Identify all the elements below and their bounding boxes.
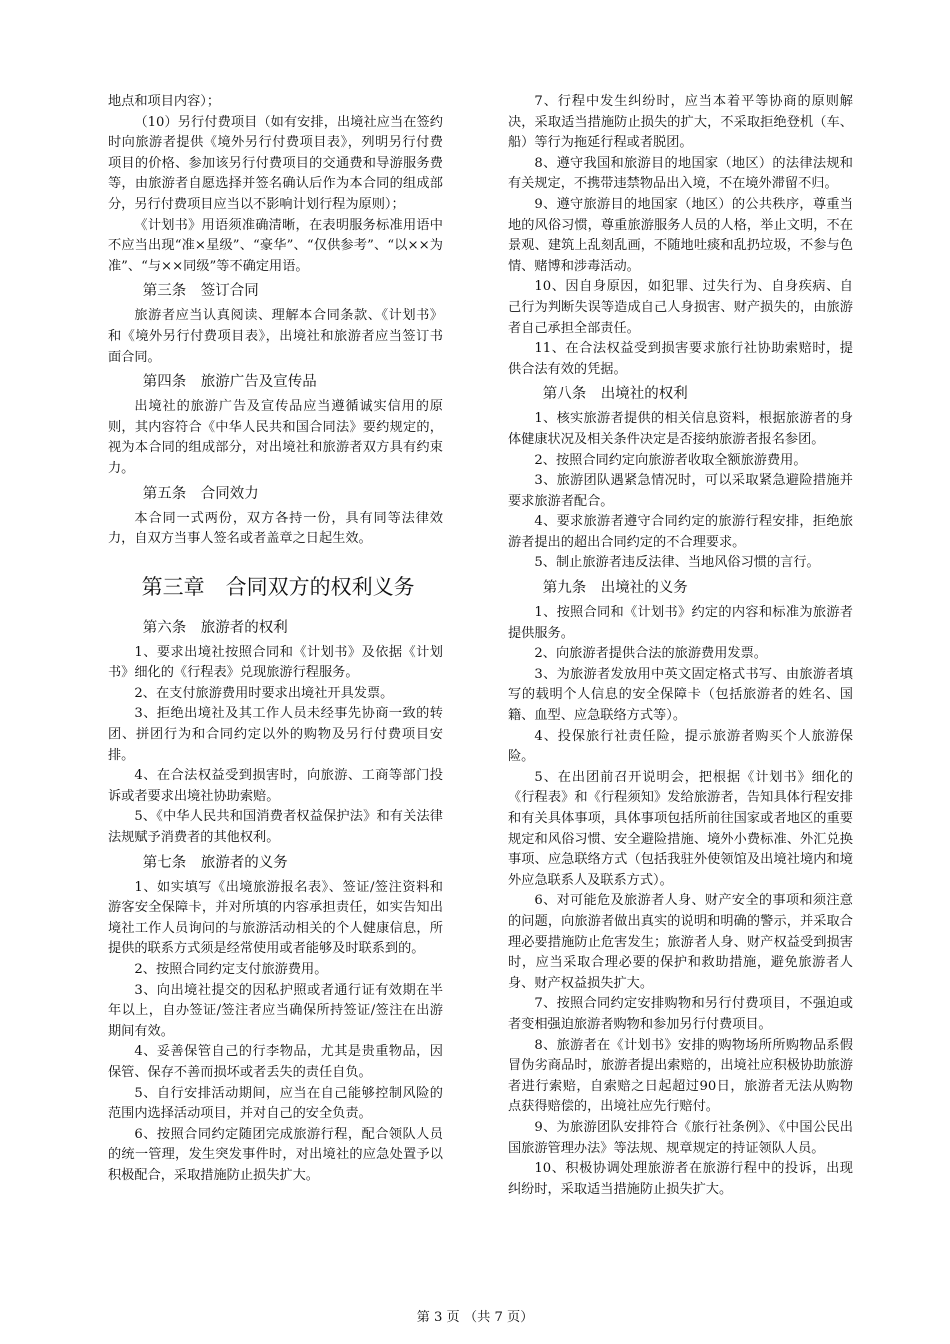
paragraph: 3、向出境社提交的因私护照或者通行证有效期在半年以上，自办签证/签注者应当确保所持签证/签注在出游期间有效。 <box>108 982 443 1039</box>
paragraph: 11、在合法权益受到损害要求旅行社协助索赔时，提供合法有效的凭据。 <box>508 341 853 377</box>
paragraph: 4、妥善保管自己的行李物品，尤其是贵重物品，因保管、保存不善而损坏或者丢失的责任自负。 <box>108 1044 443 1080</box>
article-heading: 第八条 出境社的权利 <box>542 386 688 403</box>
paragraph: 10、积极协调处理旅游者在旅游行程中的投诉，出现纠纷时，采取适当措施防止损失扩大。 <box>508 1161 853 1197</box>
paragraph: 2、按照合同约定支付旅游费用。 <box>134 962 328 977</box>
paragraph: 地点和项目内容）； <box>108 94 221 109</box>
paragraph: 8、旅游者在《计划书》安排的购物场所所购物品系假冒伪劣商品时，旅游者提出索赔的，出境社应积极协助旅游者进行索赔，自索赔之日起超过90日，旅游者无法从购物点获得赔偿的，出境社应先行赔付。 <box>508 1037 853 1115</box>
paragraph: 6、对可能危及旅游者人身、财产安全的事项和须注意的问题，向旅游者做出真实的说明和明确的警示，并采取合理必要措施防止危害发生；旅游者人身、财产权益受到损害时，应当采取合理必要的保护和救助措施，避免旅游者人身、财产权益损失扩大。 <box>508 893 853 991</box>
page-footer: 第 3 页 （共 7 页） <box>416 1310 534 1325</box>
paragraph: 本合同一式两份，双方各持一份，具有同等法律效力，自双方当事人签名或者盖章之日起生效。 <box>108 510 443 547</box>
chapter-heading: 第三章 合同双方的权利义务 <box>141 574 415 599</box>
paragraph: 1、要求出境社按照合同和《计划书》及依据《计划书》细化的《行程表》兑现旅游行程服务。 <box>108 644 443 681</box>
paragraph: 5、在出团前召开说明会，把根据《计划书》细化的《行程表》和《行程须知》发给旅游者，告知具体行程安排和有关具体事项，具体事项包括所前往国家或者地区的重要规定和风俗习惯、安全避险措施、境外小费标准、外汇兑换事项、应急联络方式（包括我驻外使领馆及出境社境内和境外应急联系人及联系方式）。 <box>508 769 853 888</box>
article-heading: 第六条 旅游者的权利 <box>142 619 288 636</box>
paragraph: 3、拒绝出境社及其工作人员未经事先协商一致的转团、拼团行为和合同约定以外的购物及另行付费项目安排。 <box>108 706 443 763</box>
paragraph: 2、向旅游者提供合法的旅游费用发票。 <box>534 646 767 662</box>
paragraph: 4、要求旅游者遵守合同约定的旅游行程安排，拒绝旅游者提出的超出合同约定的不合理要求。 <box>508 514 853 550</box>
article-heading: 第七条 旅游者的义务 <box>142 854 288 871</box>
paragraph: 旅游者应当认真阅读、理解本合同条款、《计划书》和《境外另行付费项目表》，出境社和旅游者应当签订书面合同。 <box>108 308 443 365</box>
paragraph: 2、按照合同约定向旅游者收取全额旅游费用。 <box>534 452 807 468</box>
paragraph: 7、按照合同约定安排购物和另行付费项目，不强迫或者变相强迫旅游者购物和参加另行付费项目。 <box>508 996 853 1032</box>
paragraph: （10）另行付费项目（如有安排，出境社应当在签约时向旅游者提供《境外另行付费项目表》，列明另行付费项目的价格、参加该另行付费项目的交通费和导游服务费等，由旅游者自愿选择并签名确认后作为本合同的组成部分，另行付费项目应当以不影响计划行程为原则）； <box>108 114 443 212</box>
paragraph: 2、在支付旅游费用时要求出境社开具发票。 <box>134 685 394 701</box>
paragraph: 10、因自身原因，如犯罪、过失行为、自身疾病、自己行为判断失误等造成自己人身损害、财产损失的，由旅游者自己承担全部责任。 <box>508 279 853 336</box>
article-heading: 第四条 旅游广告及宣传品 <box>142 374 317 391</box>
paragraph: 5、自行安排活动期间，应当在自己能够控制风险的范围内选择活动项目，并对自己的安全负责。 <box>108 1085 443 1122</box>
article-heading: 第九条 出境社的义务 <box>542 580 688 597</box>
article-heading: 第三条 签订合同 <box>142 283 259 300</box>
paragraph: 7、行程中发生纠纷时，应当本着平等协商的原则解决，采取适当措施防止损失的扩大，不采取拒绝登机（车、船）等行为拖延行程或者脱团。 <box>508 94 853 151</box>
paragraph: 9、为旅游团队安排符合《旅行社条例》、《中国公民出国旅游管理办法》等法规、规章规定的持证领队人员。 <box>508 1119 853 1156</box>
paragraph: 6、按照合同约定随团完成旅游行程，配合领队人员的统一管理，发生突发事件时，对出境社的应急处置予以积极配合，采取措施防止损失扩大。 <box>108 1126 443 1183</box>
paragraph: 1、核实旅游者提供的相关信息资料，根据旅游者的身体健康状况及相关条件决定是否接纳旅游者报名参团。 <box>508 411 853 447</box>
paragraph: 5、制止旅游者违反法律、当地风俗习惯的言行。 <box>534 555 820 571</box>
paragraph: 《计划书》用语须准确清晰，在表明服务标准用语中不应当出现“准×星级”、“豪华”、“仅供参考”、“以××为准”、“与××同级”等不确定用语。 <box>108 217 443 274</box>
paragraph: 出境社的旅游广告及宣传品应当遵循诚实信用的原则，其内容符合《中华人民共和国合同法》要约规定的，视为本合同的组成部分，对出境社和旅游者双方具有约束力。 <box>108 399 443 476</box>
left-column <box>108 92 443 1187</box>
paragraph: 3、旅游团队遇紧急情况时，可以采取紧急避险措施并要求旅游者配合。 <box>508 473 853 509</box>
paragraph: 4、在合法权益受到损害时，向旅游、工商等部门投诉或者要求出境社协助索赔。 <box>108 768 443 804</box>
right-column <box>508 92 853 1200</box>
paragraph: 3、为旅游者发放用中英文固定格式书写、由旅游者填写的载明个人信息的安全保障卡（包括旅游者的姓名、国籍、血型、应急联络方式等）。 <box>508 666 853 724</box>
paragraph: 8、遵守我国和旅游目的地国家（地区）的法律法规和有关规定，不携带违禁物品出入境，不在境外滞留不归。 <box>508 155 853 192</box>
paragraph: 4、投保旅行社责任险，提示旅游者购买个人旅游保险。 <box>508 728 853 765</box>
paragraph: 5、《中华人民共和国消费者权益保护法》和有关法律法规赋予消费者的其他权利。 <box>108 809 443 846</box>
paragraph: 1、按照合同和《计划书》约定的内容和标准为旅游者提供服务。 <box>508 605 853 641</box>
paragraph: 9、遵守旅游目的地国家（地区）的公共秩序，尊重当地的风俗习惯，尊重旅游服务人员的人格，举止文明，不在景观、建筑上乱刻乱画，不随地吐痰和乱扔垃圾，不参与色情、赌博和涉毒活动。 <box>508 196 853 274</box>
paragraph: 1、如实填写《出境旅游报名表》、签证/签注资料和游客安全保障卡，并对所填的内容承担责任，如实告知出境社工作人员询问的与旅游活动相关的个人健康信息，所提供的联系方式须是经常使用或者能够及时联系到的。 <box>108 879 443 957</box>
article-heading: 第五条 合同效力 <box>142 485 259 502</box>
